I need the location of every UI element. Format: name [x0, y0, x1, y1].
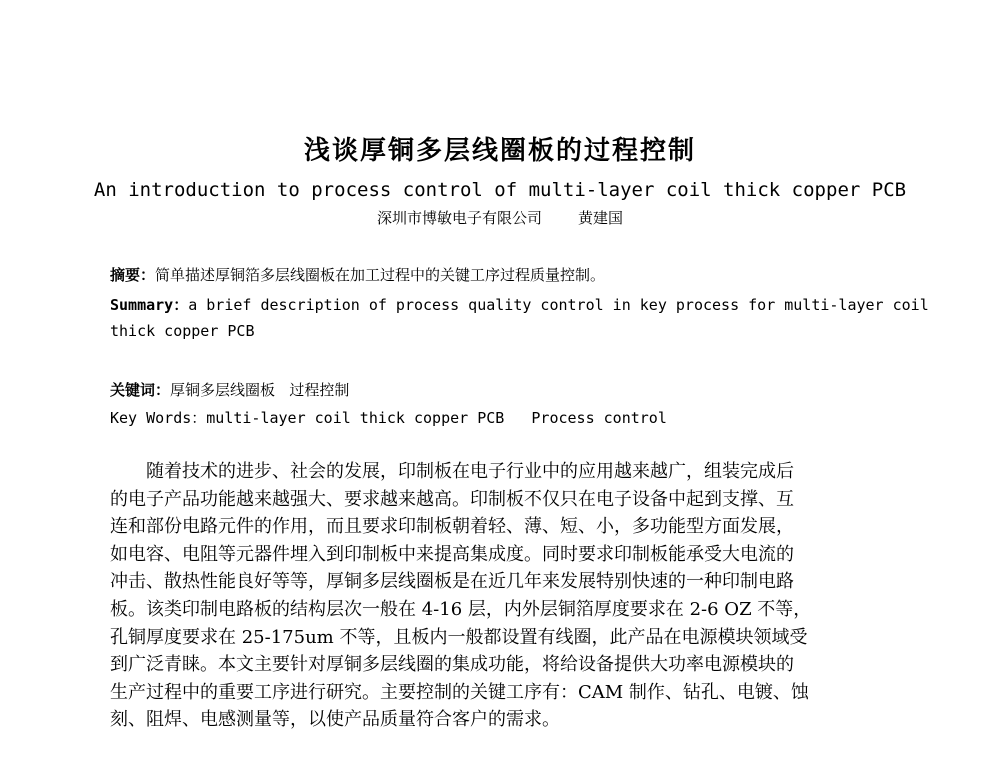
summary-text-line2: thick copper PCB — [110, 322, 255, 340]
keywords-cn-text: 厚铜多层线圈板 过程控制 — [170, 381, 350, 399]
body-paragraph — [110, 458, 890, 734]
body-line: 连和部份电路元件的作用，而且要求印制板朝着轻、薄、短、小，多功能型方面发展， — [110, 516, 794, 538]
summary-en — [110, 294, 929, 315]
body-line: 如电容、电阻等元器件埋入到印制板中来提高集成度。同时要求印制板能承受大电流的 — [110, 543, 794, 565]
keywords-en-label: Key Words： — [110, 409, 207, 427]
summary-text-line1: a brief description of process quality control in key process for multi-layer coil — [188, 296, 929, 314]
body-line: 的电子产品功能越来越强大、要求越来越高。印制板不仅只在电子设备中起到支撑、互 — [110, 488, 794, 510]
keywords-cn — [110, 379, 349, 400]
body-line: 刻、阻焊、电感测量等，以使产品质量符合客户的需求。 — [110, 709, 560, 731]
body-line: 随着技术的进步、社会的发展，印制板在电子行业中的应用越来越广，组装完成后 — [146, 461, 794, 482]
paper-title: 浅谈厚铜多层线圈板的过程控制 — [303, 136, 696, 166]
body-line: 到广泛青睐。本文主要针对厚铜多层线圈的集成功能，将给设备提供大功率电源模块的 — [110, 654, 794, 676]
company-name: 深圳市博敏电子有限公司 — [376, 209, 542, 227]
abstract-cn — [110, 264, 605, 285]
keywords-en — [110, 407, 667, 428]
author-name: 黄建国 — [578, 209, 624, 227]
summary-label: Summary： — [110, 296, 189, 314]
abstract-cn-label: 摘要： — [110, 266, 156, 284]
body-line: 冲击、散热性能良好等等，厚铜多层线圈板是在近几年来发展特别快速的一种印制电路 — [110, 571, 794, 593]
summary-en-continued — [110, 322, 255, 340]
body-line: 板。该类印制电路板的结构层次一般在 4-16 层，内外层铜箔厚度要求在 2-6 OZ 不等， — [110, 598, 812, 620]
paper-subtitle: An introduction to process control of multi-layer coil thick copper PCB — [93, 179, 907, 201]
body-line: 孔铜厚度要求在 25-175um 不等，且板内一般都设置有线圈，此产品在电源模块领域受 — [110, 626, 808, 648]
keywords-en-text: multi-layer coil thick copper PCB Process control — [206, 409, 667, 427]
author-line — [0, 207, 1000, 228]
body-line: 生产过程中的重要工序进行研究。主要控制的关键工序有：CAM 制作、钻孔、电镀、蚀 — [110, 681, 809, 703]
abstract-cn-text: 简单描述厚铜箔多层线圈板在加工过程中的关键工序过程质量控制。 — [155, 266, 606, 284]
keywords-cn-label: 关键词： — [110, 381, 171, 399]
